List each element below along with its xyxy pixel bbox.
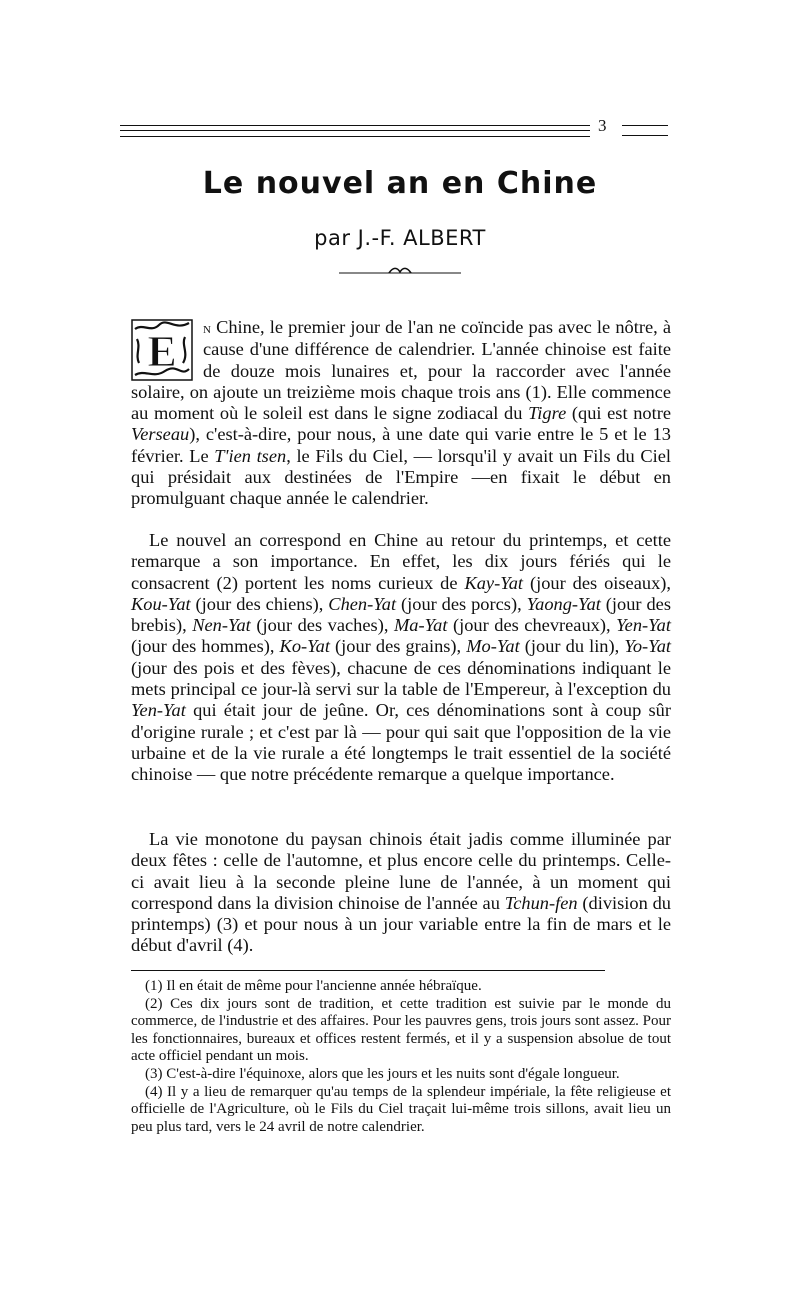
paragraph-2: Le nouvel an correspond en Chine au retour du printemps, et cette remarque a son importance. En effet, les dix jours fériés qui le consacrent (2) portent les noms curieux de Kay-Yat (jour des oiseaux), Kou-Yat (jour des chiens), Chen-Yat (jour des porcs), Yaong-Yat (jour des brebis), Nen-Yat (jour des vaches), Ma-Yat (jour des chevreaux), Yen-Yat (jour des hommes), Ko-Yat (jour des grains), Mo-Yat (jour du lin), Yo-Yat (jour des pois et des fèves), chacune de ces dénominations indiquant le mets principal ce jour-là servi sur la table de l'Empereur, à l'exception du Yen-Yat qui était jour de jeûne. Or, ces dénominations sont à coup sûr d'origine rurale ; et c'est par là — pour qui sait que l'opposition de la vie urbaine et de la vie rurale a été longtemps le trait essentiel de la société chinoise — que notre précédente remarque a quelque importance.: [131, 530, 672, 785]
footnotes: [131, 978, 671, 1136]
ornamental-dropcap-icon: [131, 319, 193, 381]
lead-word: n: [203, 320, 211, 337]
page-number: 3: [598, 116, 607, 135]
paragraph-3: La vie monotone du paysan chinois était jadis comme illuminée par deux fêtes : celle de l'automne, et plus encore celle du printemps. Celle-ci avait lieu à la seconde pleine lune de l'année, à un moment qui correspond dans la division chinoise de l'année au Tchun-fen (division du printemps) (3) et pour nous à un jour variable entre la fin de mars et le début d'avril (4).: [131, 829, 672, 956]
footnote-3: (3) C'est-à-dire l'équinoxe, alors que les jours et les nuits sont d'égale longueur.: [145, 1065, 620, 1082]
footnote-1: (1) Il en était de même pour l'ancienne année hébraïque.: [145, 978, 482, 994]
header-rule: [120, 125, 590, 137]
dropcap-letter: E: [147, 327, 177, 376]
title-ornament-icon: [339, 266, 461, 278]
article-title: Le nouvel an en Chine: [202, 166, 598, 201]
footnote-2: (2) Ces dix jours sont de tradition, et cette tradition est suivie par le monde du commerce, de l'industrie et des affaires. Pour les pauvres gens, trois jours sont assez. Pour les fonctionnaires, bureaux et offices restent fermés, et il y a suspension absolue de tout acte officiel pendant un mois.: [131, 995, 671, 1065]
byline: par J.-F. ALBERT: [314, 226, 486, 250]
paragraph-1: E n Chine, le premier jour de l'an ne coïncide pas avec le nôtre, à cause d'une différence de calendrier. L'année chinoise est faite de douze mois lunaires et, pour la raccorder avec l'année solaire, on ajoute un treizième mois chaque trois ans (1). Elle commence au moment où le soleil est dans le signe zodiacal du Tigre (qui est notre Verseau), c'est-à-dire, pour nous, à une date qui varie entre le 5 et le 13 février. Le T'ien tsen, le Fils du Ciel, — lorsqu'il y avait un Fils du Ciel qui présidait aux destinées de l'Empire —en fixait le début en promulguant chaque année le calendrier.: [131, 317, 671, 509]
page-number-rule: [622, 125, 668, 136]
footnote-rule: [131, 970, 605, 971]
footnote-4: (4) Il y a lieu de remarquer qu'au temps de la splendeur impériale, la fête religieuse et officielle de l'Agriculture, où le Fils du Ciel traçait lui-même trois sillons, avait lieu un peu plus tard, vers le 24 avril de notre calendrier.: [131, 1083, 671, 1135]
